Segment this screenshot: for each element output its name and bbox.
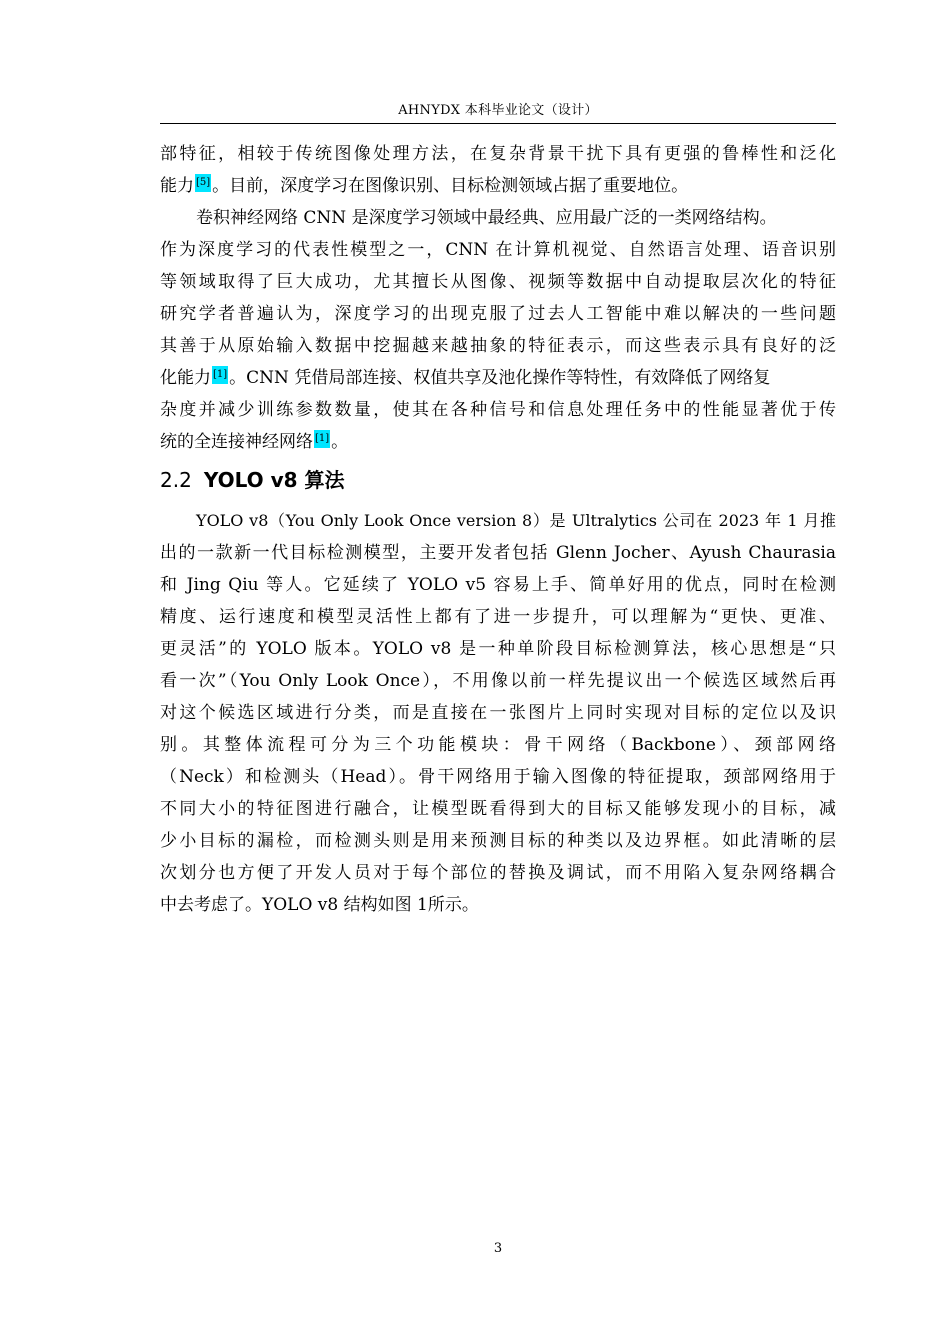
- citation-link[interactable]: [1]: [314, 430, 330, 448]
- text-segment: 。: [331, 432, 349, 452]
- section-title: YOLO v8 算法: [203, 468, 345, 492]
- text-line: 杂度并减少训练参数数量，使其在各种信号和信息处理任务中的性能显著优于传: [160, 400, 836, 420]
- text-line: 等领域取得了巨大成功，尤其擅长从图像、视频等数据中自动提取层次化的特征: [160, 272, 836, 292]
- text-segment: 统的全连接神经网络: [160, 432, 313, 452]
- header-rule: [160, 123, 836, 124]
- text-line: 对这个候选区域进行分类，而是直接在一张图片上同时实现对目标的定位以及识: [160, 703, 836, 723]
- text-line: 更灵活”的 YOLO 版本。YOLO v8 是一种单阶段目标检测算法，核心思想是“只: [160, 639, 836, 659]
- text-line: [160, 430, 836, 454]
- text-line: [160, 366, 836, 390]
- section-heading: [160, 466, 345, 494]
- text-line: 出的一款新一代目标检测模型，主要开发者包括 Glenn Jocher、Ayush Chaurasia: [160, 543, 836, 563]
- text-line: YOLO v8（You Only Look Once version 8）是 Ultralytics 公司在 2023 年 1 月推: [196, 511, 836, 530]
- text-line: 和 Jing Qiu 等人。它延续了 YOLO v5 容易上手、简单好用的优点，同时在检测: [160, 575, 836, 595]
- text-line: 卷积神经网络 CNN 是深度学习领域中最经典、应用最广泛的一类网络结构。: [196, 208, 777, 228]
- text-line: 中去考虑了。YOLO v8 结构如图 1所示。: [160, 895, 479, 915]
- section-number: 2.2: [160, 468, 192, 492]
- page-number: 3: [493, 1241, 503, 1256]
- text-line: 看一次”（You Only Look Once），不用像以前一样先提议出一个候选区域然后再: [160, 671, 836, 691]
- text-line: 研究学者普遍认为，深度学习的出现克服了过去人工智能中难以解决的一些问题: [160, 304, 836, 324]
- text-line: 不同大小的特征图进行融合，让模型既看得到大的目标又能够发现小的目标，减: [160, 799, 836, 819]
- page-header: AHNYDX 本科毕业论文（设计）: [398, 103, 598, 118]
- text-segment: 。目前，深度学习在图像识别、目标检测领域占据了重要地位。: [212, 176, 689, 196]
- citation-link[interactable]: [5]: [195, 174, 211, 192]
- text-line: [160, 174, 836, 198]
- text-line: 精度、运行速度和模型灵活性上都有了进一步提升，可以理解为“更快、更准、: [160, 607, 836, 627]
- text-segment: 能力: [160, 176, 194, 196]
- text-segment: 。CNN 凭借局部连接、权值共享及池化操作等特性，有效降低了网络复: [229, 368, 771, 388]
- text-line: （Neck）和检测头（Head）。骨干网络用于输入图像的特征提取，颈部网络用于: [160, 767, 836, 787]
- text-segment: 化能力: [160, 368, 211, 388]
- text-line: 作为深度学习的代表性模型之一，CNN 在计算机视觉、自然语言处理、语音识别: [160, 240, 836, 260]
- text-line: 次划分也方便了开发人员对于每个部位的替换及调试，而不用陷入复杂网络耦合: [160, 863, 836, 883]
- text-line: 其善于从原始输入数据中挖掘越来越抽象的特征表示，而这些表示具有良好的泛: [160, 336, 836, 356]
- text-line: 部特征，相较于传统图像处理方法，在复杂背景干扰下具有更强的鲁棒性和泛化: [160, 144, 836, 164]
- text-line: 别。其整体流程可分为三个功能模块：骨干网络（Backbone）、颈部网络: [160, 735, 836, 755]
- citation-link[interactable]: [1]: [212, 366, 228, 384]
- text-line: 少小目标的漏检，而检测头则是用来预测目标的种类以及边界框。如此清晰的层: [160, 831, 836, 851]
